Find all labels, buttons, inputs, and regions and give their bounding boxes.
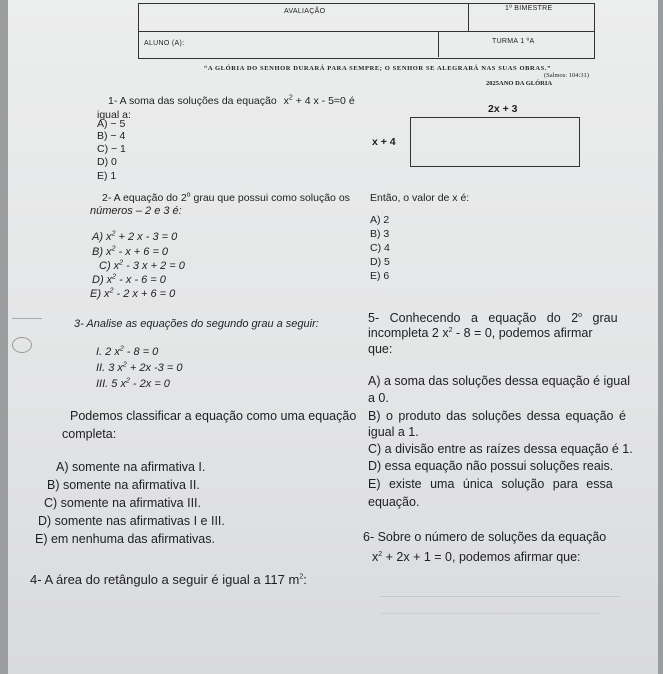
q5-line1: 5- Conhecendo a equação do 2$^o$ grau	[368, 311, 618, 325]
q3-line1: 3- Analise as equações do segundo grau a seguir:	[74, 318, 319, 330]
motto: “A GLÓRIA DO SENHOR DURARÁ PARA SEMPRE; O SENHOR SE ALEGRARÁ NAS SUAS OBRAS.”	[204, 65, 551, 72]
q3-item-2: II. 3 $x^2 + 2x$ -3 = 0	[96, 361, 183, 374]
q3-option-a[interactable]: A) somente na afirmativa I.	[56, 460, 206, 474]
avaliacao-label: AVALIAÇÃO	[284, 8, 326, 15]
q2-option-c[interactable]: C) $x^2 - 3$ x + 2 = 0	[99, 259, 185, 272]
rect-top-label: 2x + 3	[488, 103, 518, 115]
q2-line2: números – 2 e 3 é:	[90, 205, 182, 217]
show-through-text	[380, 588, 620, 614]
exam-sheet	[8, 0, 658, 674]
q3-line2: Podemos classificar a equação como uma equação	[70, 409, 357, 423]
year-label: 2025ANO DA GLÓRIA	[486, 80, 553, 87]
q1-option-b[interactable]: B) − 4	[97, 130, 126, 142]
q1-option-d[interactable]: D) 0	[97, 156, 117, 168]
q1-line2: igual a:	[97, 109, 131, 121]
q4-option-d[interactable]: D) 5	[370, 256, 390, 268]
q5-line2: incompleta 2 $x^2 - 8 = 0$, podemos afirmar	[368, 326, 593, 340]
turma-label: TURMA 1 ºA	[492, 38, 535, 45]
q5-option-d[interactable]: D) essa equação não possui soluções reais.	[368, 459, 614, 473]
q5-option-e-line2: equação.	[368, 495, 420, 509]
aluno-label: ALUNO (A):	[144, 40, 185, 47]
q4-option-e[interactable]: E) 6	[370, 270, 390, 282]
q4-prompt: Então, o valor de x é:	[370, 192, 470, 204]
q1-option-c[interactable]: C) − 1	[97, 143, 126, 155]
rectangle-figure	[410, 117, 580, 167]
margin-line	[12, 318, 42, 319]
q5-option-a-line2: a 0.	[368, 391, 389, 405]
q4-option-c[interactable]: C) 4	[370, 242, 390, 254]
margin-circle	[12, 337, 32, 353]
q6-line1: 6- Sobre o número de soluções da equação	[363, 530, 607, 544]
q5-option-b-line2: igual a 1.	[368, 425, 419, 439]
q4-option-b[interactable]: B) 3	[370, 228, 390, 240]
q1-option-a[interactable]: A) − 5	[97, 118, 126, 130]
q5-option-e-line1[interactable]: E) existe uma única solução para essa	[368, 477, 613, 491]
q2-option-a[interactable]: A) $x^2 + 2$ x - 3 = 0	[92, 230, 178, 243]
q2-option-e[interactable]: E) $x^2 - 2$ x + 6 = 0	[90, 287, 176, 300]
bible-reference: (Salmos: 104:31)	[544, 72, 589, 79]
q4-question: 4- A área do retângulo a seguir é igual a 117 $m^2$:	[30, 572, 307, 587]
q2-option-d[interactable]: D) $x^2 - x - 6 = 0$	[92, 273, 166, 286]
q3-line3: completa:	[62, 427, 117, 441]
q2-option-b[interactable]: B) $x^2 - x + 6 = 0$	[92, 245, 169, 258]
q5-option-a-line1[interactable]: A) a soma das soluções dessa equação é igual	[368, 374, 630, 388]
header-divider-v2	[438, 31, 439, 57]
q3-item-3: III. 5 $x^2 - 2x = 0$	[96, 377, 170, 390]
q4-option-a[interactable]: A) 2	[370, 214, 390, 226]
q3-option-c[interactable]: C) somente na afirmativa III.	[44, 496, 202, 510]
q3-option-b[interactable]: B) somente na afirmativa II.	[47, 478, 200, 492]
q1-option-e[interactable]: E) 1	[97, 170, 117, 182]
q3-option-d[interactable]: D) somente nas afirmativas I e III.	[38, 514, 225, 528]
q5-line3: que:	[368, 342, 393, 356]
rect-side-label: x + 4	[372, 136, 396, 148]
q3-option-e[interactable]: E) em nenhuma das afirmativas.	[35, 532, 215, 546]
q2-line1: 2- A equação do 2$^o$ grau que possui como solução os	[102, 191, 350, 204]
q5-option-c[interactable]: C) a divisão entre as raízes dessa equação é 1.	[368, 442, 633, 456]
q5-option-b-line1[interactable]: B) o produto das soluções dessa equação é	[368, 409, 626, 423]
q3-item-1: I. 2 $x^2 - 8 = 0$	[96, 345, 159, 358]
q1-equation: $x^2 + 4$ x - 5=0 é	[283, 94, 355, 107]
bimestre-label: 1º BIMESTRE	[505, 5, 553, 12]
q1-line1-text: 1- A soma das soluções da equação	[108, 95, 277, 107]
q6-line2: $x^2 + 2x + 1 = 0$, podemos afirmar que:	[372, 550, 581, 564]
header-divider-h	[138, 31, 595, 32]
q1-line1	[108, 95, 355, 107]
header-divider-v1	[468, 3, 469, 31]
